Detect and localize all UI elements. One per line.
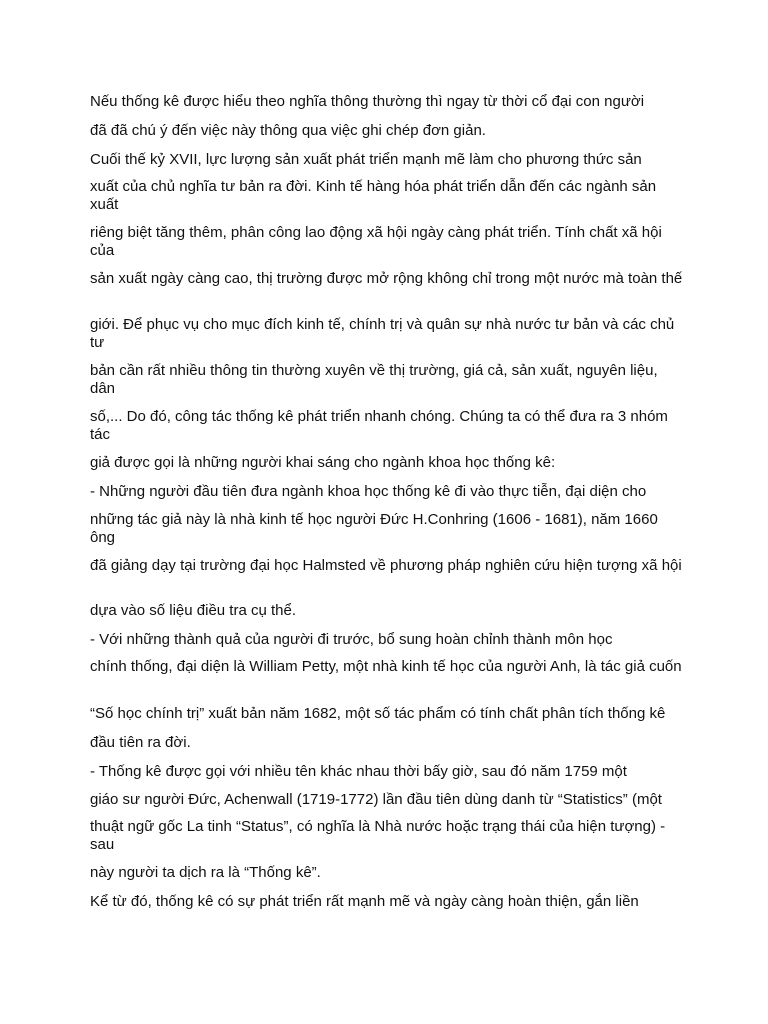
text-line: Cuối thế kỷ XVII, lực lượng sản xuất phát triển mạnh mẽ làm cho phương thức sản (90, 151, 642, 168)
text-line: đã đã chú ý đến việc này thông qua việc ghi chép đơn giản. (90, 122, 486, 139)
text-line: những tác giả này là nhà kinh tế học người Đức H.Conhring (1606 - 1681), năm 1660 ông (90, 511, 658, 546)
text-line: sản xuất ngày càng cao, thị trường được mở rộng không chỉ trong một nước mà toàn thế (90, 270, 683, 287)
text-line: thuật ngữ gốc La tinh “Status”, có nghĩa là Nhà nước hoặc trạng thái của hiện tượng) - sau (90, 818, 666, 853)
text-line: riêng biệt tăng thêm, phân công lao động xã hội ngày càng phát triển. Tính chất xã hội của (90, 224, 662, 259)
text-line: giáo sư người Đức, Achenwall (1719-1772) lần đầu tiên dùng danh từ “Statistics” (một (90, 791, 662, 808)
text-line: số,... Do đó, công tác thống kê phát triển nhanh chóng. Chúng ta có thể đưa ra 3 nhóm tác (90, 408, 668, 443)
text-line: Kể từ đó, thống kê có sự phát triển rất mạnh mẽ và ngày càng hoàn thiện, gắn liền (90, 893, 639, 910)
text-line: “Số học chính trị” xuất bản năm 1682, một số tác phẩm có tính chất phân tích thống kê (90, 705, 666, 722)
text-line: bản cần rất nhiều thông tin thường xuyên về thị trường, giá cả, sản xuất, nguyên liệu, dân (90, 362, 658, 397)
text-line: - Với những thành quả của người đi trước, bổ sung hoàn chỉnh thành môn học (90, 631, 613, 648)
text-line: - Thống kê được gọi với nhiều tên khác nhau thời bấy giờ, sau đó năm 1759 một (90, 763, 627, 780)
text-line: Nếu thống kê được hiểu theo nghĩa thông thường thì ngay từ thời cổ đại con người (90, 93, 645, 110)
text-line: đã giảng dạy tại trường đại học Halmsted về phương pháp nghiên cứu hiện tượng xã hội (90, 557, 682, 574)
text-line: giả được gọi là những người khai sáng cho ngành khoa học thống kê: (90, 454, 556, 471)
text-line: này người ta dịch ra là “Thống kê”. (90, 864, 321, 881)
text-line: - Những người đầu tiên đưa ngành khoa học thống kê đi vào thực tiễn, đại diện cho (90, 483, 647, 500)
text-line: dựa vào số liệu điều tra cụ thể. (90, 602, 297, 619)
text-line: xuất của chủ nghĩa tư bản ra đời. Kinh tế hàng hóa phát triển dẫn đến các ngành sản xuất (90, 178, 657, 213)
text-line: đầu tiên ra đời. (90, 734, 191, 751)
text-line: chính thống, đại diện là William Petty, một nhà kinh tế học của người Anh, là tác giả cuốn (90, 658, 682, 675)
text-line: giới. Để phục vụ cho mục đích kinh tế, chính trị và quân sự nhà nước tư bản và các chủ tư (90, 316, 675, 351)
